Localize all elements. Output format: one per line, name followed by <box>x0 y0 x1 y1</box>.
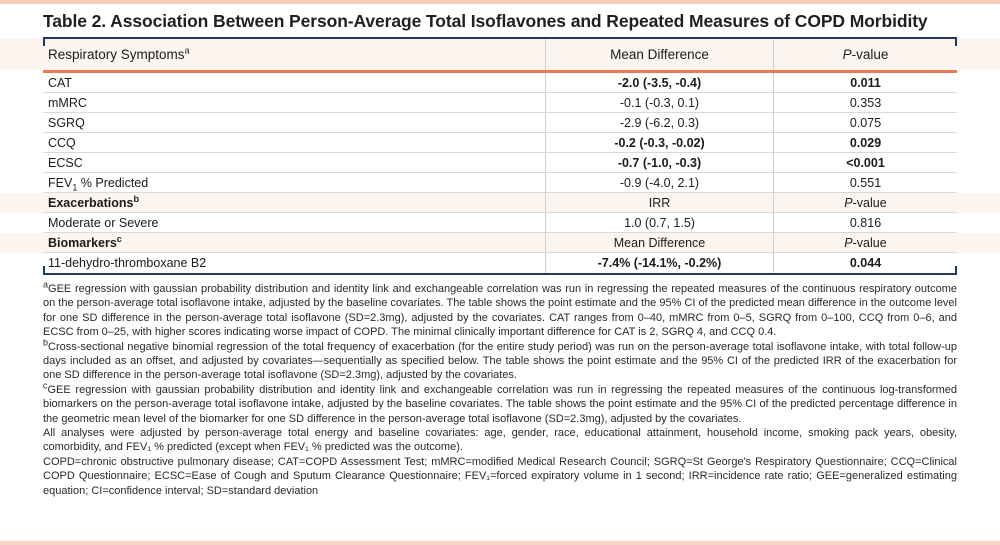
section-p-value: P-value <box>773 233 957 253</box>
row-p-value: 0.044 <box>773 253 957 273</box>
row-mean-difference: -7.4% (-14.1%, -0.2%) <box>545 253 773 273</box>
header-respiratory-symptoms: Respiratory Symptoms$^a$ <box>48 45 190 62</box>
footnote-all-analyses: All analyses were adjusted by person-average total energy and baseline covariates: age, gender, race, educational attainment, household income, smoking pack years, obesity, comorbidity, and FEV₁ % predicted (except when FEV₁ % predicted was the outcome). <box>43 427 957 454</box>
row-mean-difference: -0.7 (-1.0, -0.3) <box>545 153 773 173</box>
row-mean-difference: -0.1 (-0.3, 0.1) <box>545 93 773 113</box>
table-row-mmrc <box>0 93 1000 113</box>
table-title: Table 2. Association Between Person-Average Total Isoflavones and Repeated Measures of COPD Morbidity <box>43 11 928 31</box>
section-col2-irr: IRR <box>545 193 773 213</box>
table-top-rule <box>43 37 957 39</box>
table-footnotes <box>43 279 957 498</box>
table-row-fev1-percent-predicted <box>0 173 1000 193</box>
row-label: mMRC <box>43 93 545 113</box>
row-p-value: 0.551 <box>773 173 957 193</box>
row-mean-difference: -0.2 (-0.3, -0.02) <box>545 133 773 153</box>
row-label: CCQ <box>43 133 545 153</box>
row-label: $FEV_1$ % Predicted <box>43 173 545 193</box>
footnote-marker-b: b <box>133 193 139 204</box>
section-p-value: P-value <box>773 193 957 213</box>
section-header-biomarkers <box>0 233 1000 253</box>
row-p-value: <0.001 <box>773 153 957 173</box>
row-label: Moderate or Severe <box>43 213 545 233</box>
table-row-11-dehydro-thromboxane-b2 <box>0 253 1000 273</box>
row-p-value: 0.029 <box>773 133 957 153</box>
abbreviations-note: COPD=chronic obstructive pulmonary disease; CAT=COPD Assessment Test; mMRC=modified Medical Research Council; SGRQ=St George's Respiratory Questionnaire; CCQ=Clinical COPD Questionnaire; ECSC=Ease of Cough and Sputum Clearance Questionnaire; FEV₁=forced expiratory volume in 1 second; IRR=incidence rate ratio; GEE=generalized estimating equation; CI=confidence interval; SD=standard deviation <box>43 455 957 497</box>
row-p-value: 0.816 <box>773 213 957 233</box>
row-label: SGRQ <box>43 113 545 133</box>
page-bottom-border <box>0 541 1000 545</box>
header-mean-difference: Mean Difference <box>545 39 773 70</box>
row-mean-difference: -2.0 (-3.5, -0.4) <box>545 73 773 93</box>
footnote-c: $^c$GEE regression with gaussian probability distribution and identity link and exchangeable correlation was run in regressing the repeated measures of the continuous log-transformed biomarkers on the person-average total isoflavone intake, adjusted by the baseline covariates. The table shows the point estimate and the 95% CI of the predicted percentage difference in the geometric mean level of the biomarker for one SD difference in the person-average total isoflavone (SD=2.3mg), adjusted by the covariates. <box>43 380 957 425</box>
rule-right-cap <box>955 266 957 275</box>
row-mean-difference: -2.9 (-6.2, 0.3) <box>545 113 773 133</box>
section-col2-mean-difference: Mean Difference <box>545 233 773 253</box>
row-label: 11-dehydro-thromboxane B2 <box>48 256 207 270</box>
footnote-marker-a: a <box>184 45 190 56</box>
table-header-row <box>0 39 1000 70</box>
row-irr-value: 1.0 (0.7, 1.5) <box>545 213 773 233</box>
header-p-value: P-value <box>773 39 957 70</box>
footnote-marker-c: c <box>116 233 122 244</box>
fev1-subscript: 1 <box>72 182 78 193</box>
table-row-sgrq <box>0 113 1000 133</box>
table-row-cat <box>0 73 1000 93</box>
row-label: ECSC <box>43 153 545 173</box>
footnote-b: $^b$Cross-sectional negative binomial regression of the total frequency of exacerbation (for the entire study period) was run on the person-average total isoflavone intake, with total follow-up days included as an offset, and adjusted by covariates—sequentially as specified below. The table shows the point estimate and the 95% CI of the predicted IRR of the exacerbation for one SD difference in the person-average total isoflavone (SD=2.3mg), adjusted by the covariates. <box>43 336 957 382</box>
row-p-value: 0.075 <box>773 113 957 133</box>
section-label: Biomarkers$^c$ <box>43 233 545 253</box>
table-row-moderate-or-severe <box>0 213 1000 233</box>
page-top-border <box>0 0 1000 4</box>
footnote-a: $^a$GEE regression with gaussian probability distribution and identity link and exchangeable correlation was run in regressing the repeated measures of the continuous respiratory outcome on the person-average total isoflavone intake, adjusted by the baseline covariates. The table shows the point estimate and the 95% CI of the predicted mean difference in the outcome level for one SD difference in the person-average total isoflavone (SD=2.3mg), adjusted by the covariates. CAT ranges from 0–40, mMRC from 0–5, SGRQ from 0–100, CCQ from 0–6, and ECSC from 0–25, with higher scores indicating worse impact of COPD. The minimal clinically important difference for CAT is 2, SGRQ 4, and CCQ 0.4. <box>43 279 957 339</box>
table-bottom-rule <box>43 273 957 275</box>
section-label: Exacerbations$^b$ <box>43 193 545 213</box>
rule-right-cap <box>955 37 957 46</box>
rule-left-cap <box>43 37 45 46</box>
table-row-ecsc <box>0 153 1000 173</box>
table-row-ccq <box>0 133 1000 153</box>
section-header-exacerbations <box>0 193 1000 213</box>
row-p-value: 0.011 <box>773 73 957 93</box>
row-mean-difference: -0.9 (-4.0, 2.1) <box>545 173 773 193</box>
row-p-value: 0.353 <box>773 93 957 113</box>
rule-left-cap <box>43 266 45 275</box>
row-label: CAT <box>43 73 545 93</box>
